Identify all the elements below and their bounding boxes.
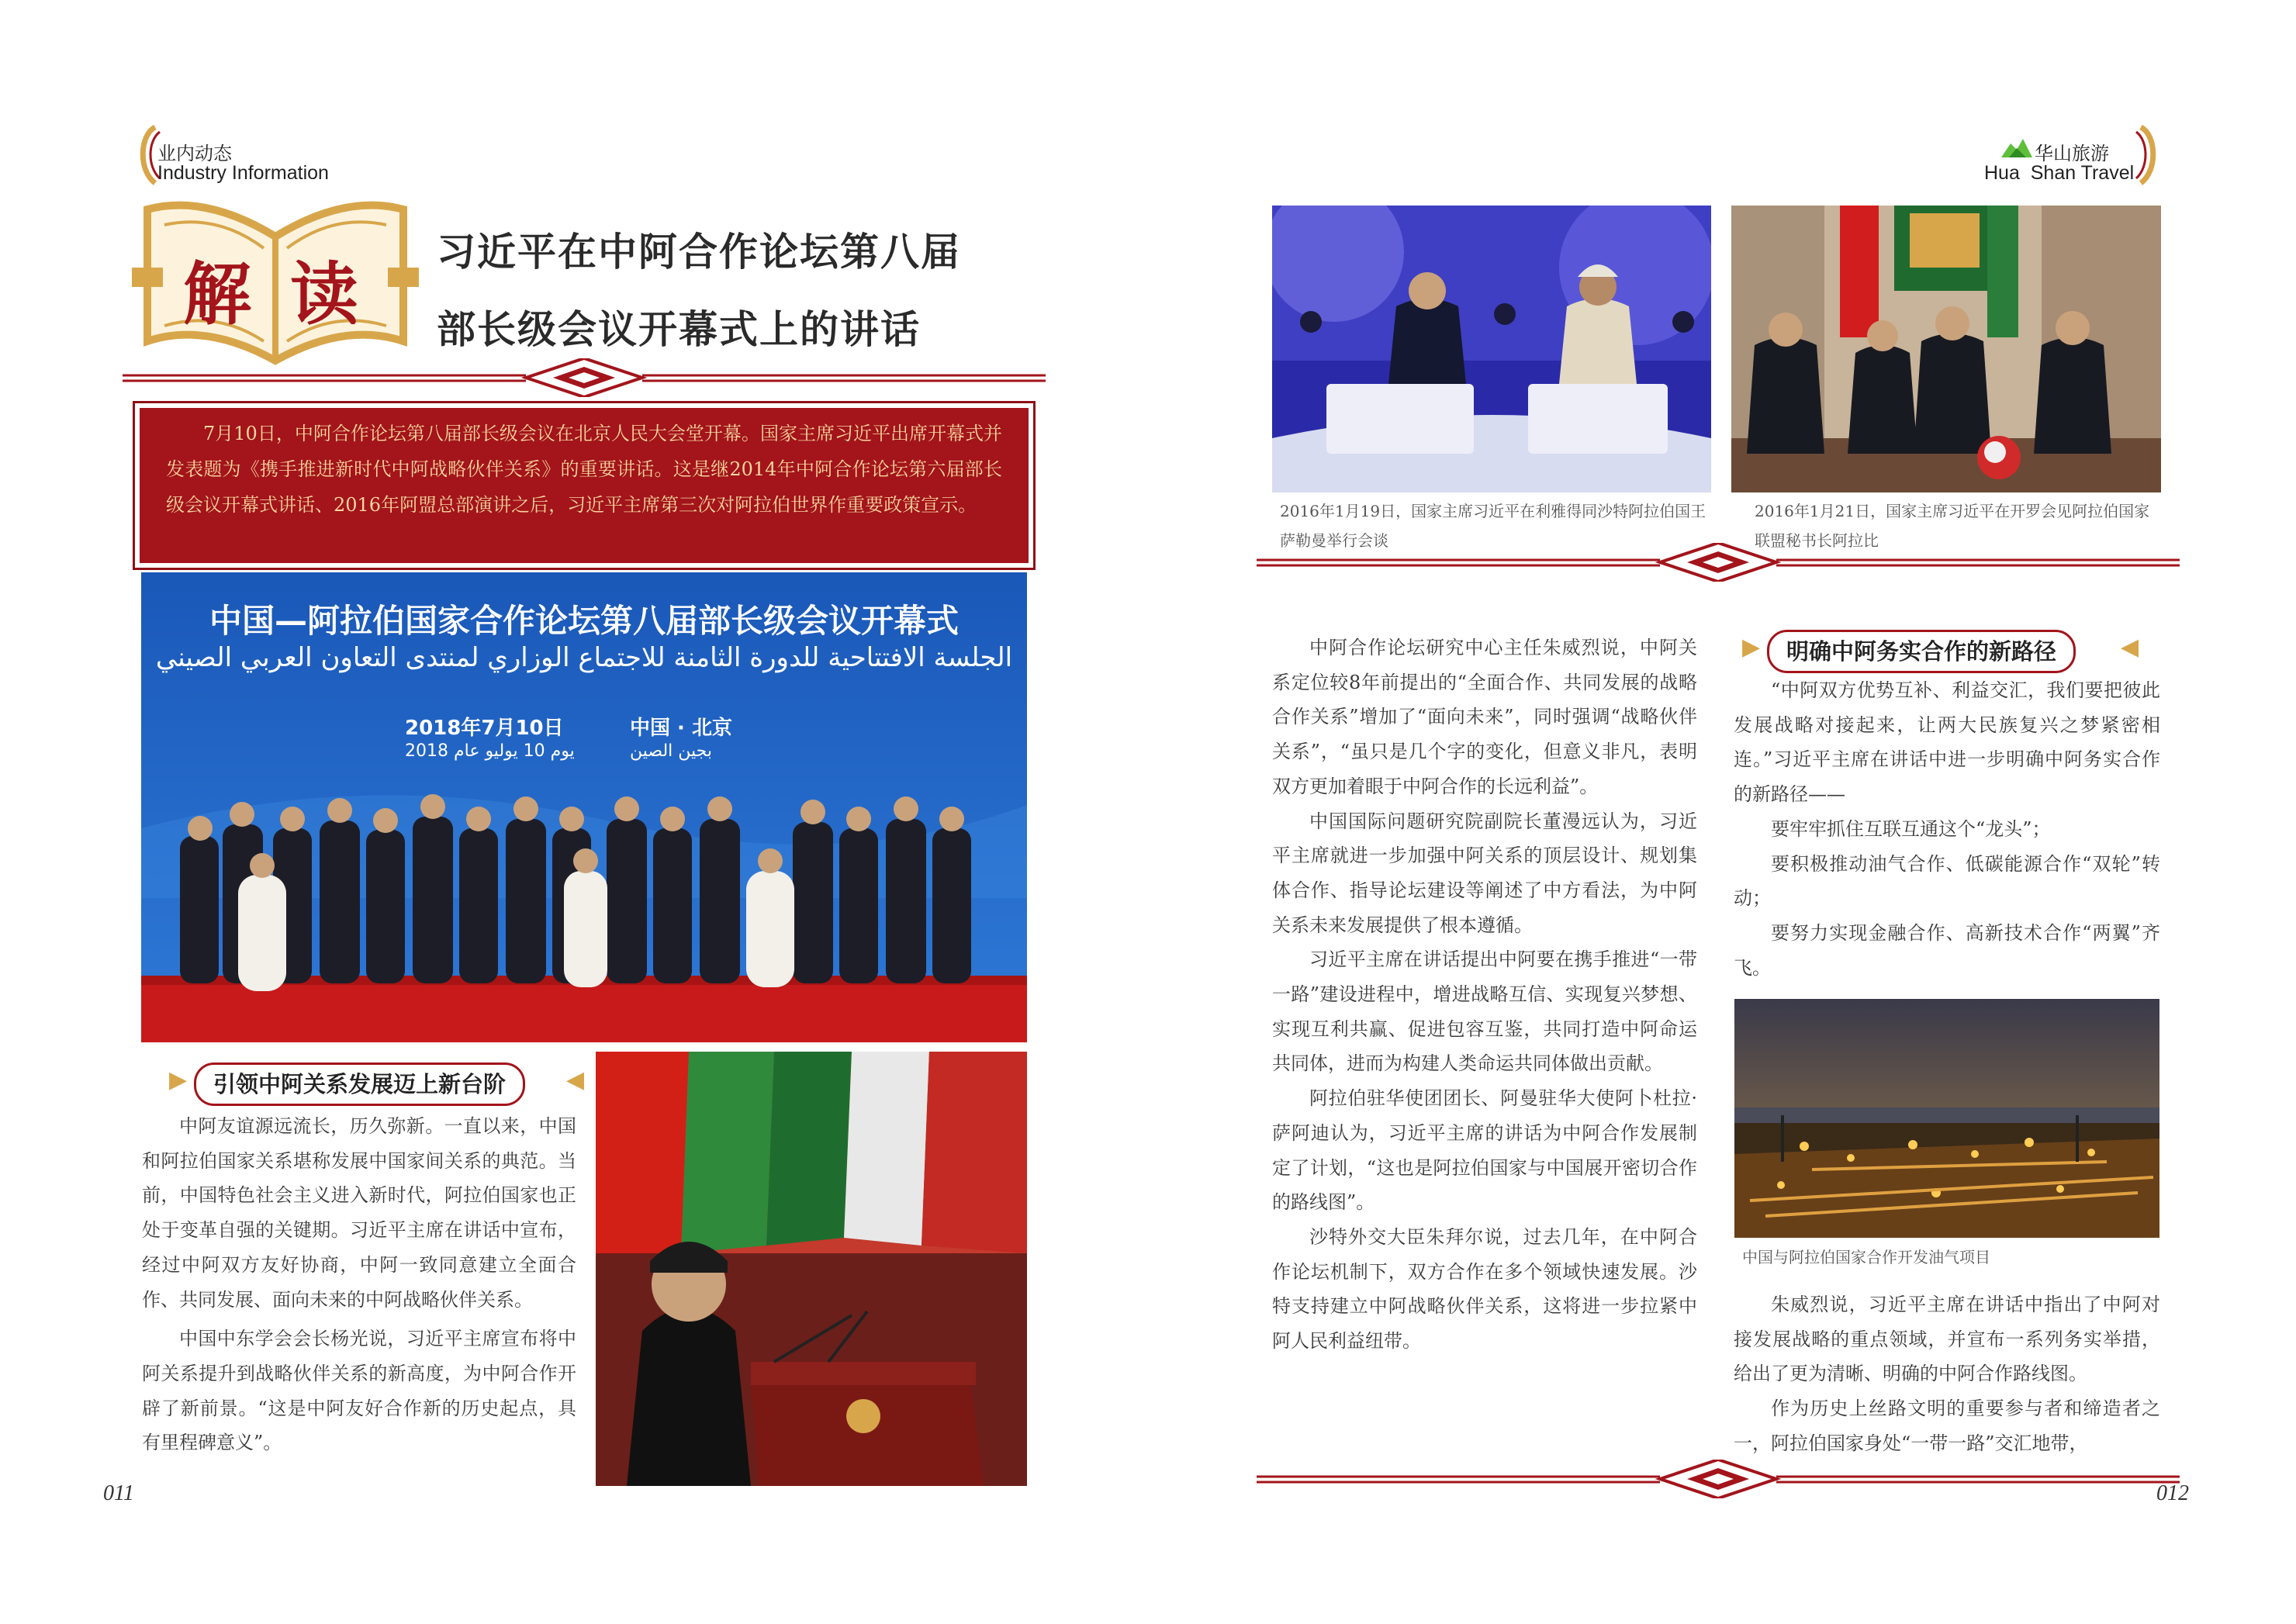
intro-text: 7月10日，中阿合作论坛第八届部长级会议在北京人民大会堂开幕。国家主席习近平出席开幕式并发表题为《携手推进新时代中阿战略伙伴关系》的重要讲话。这是继2014年中阿合作论坛第六届部长级会议开幕式讲话、2016年阿盟总部演讲之后，习近平主席第三次对阿拉伯世界作重要政策宣示。: [166, 423, 1002, 516]
section-label-cn: 业内动态: [157, 143, 232, 164]
intro-box: [140, 408, 1029, 563]
paragraph: 中阿合作论坛研究中心主任朱威烈说，中阿关系定位较8年前提出的“全面合作、共同发展的战略合作关系”增加了“面向未来”，同时强调“战略伙伴关系”，“虽只是几个字的变化，但意义非凡，表明双方更加着眼于中阿合作的长远利益”。: [1272, 637, 1697, 797]
speech-photo-image: [596, 1052, 1027, 1486]
paragraph: 习近平主席在讲话提出中阿要在携手推进“一带一路”建设进程中，增进战略互信、实现复兴梦想、实现互利共赢、促进包容互鉴，共同打造中阿命运共同体，进而为构建人类命运共同体做出贡献。: [1272, 948, 1697, 1075]
subhead-arrow-icon: ▶: [169, 1066, 188, 1094]
jiedu-badge: [132, 194, 419, 372]
paragraph: “中阿双方优势互补、利益交汇，我们要把彼此发展战略对接起来，让两大民族复兴之梦紧密相连。”习近平主席在讲话中进一步明确中阿务实合作的新路径——: [1734, 679, 2160, 806]
banner-date-cn: 2018年7月10日: [405, 717, 564, 740]
right-col2-bottom-text: [1734, 1287, 2160, 1461]
banner-date-ar: يوم 10 يوليو عام 2018: [405, 741, 575, 761]
subhead-arrow-icon: ◀: [566, 1066, 585, 1094]
left-body-text: [142, 1109, 576, 1460]
diamond-divider-icon: [1257, 543, 2180, 582]
main-photo: [141, 572, 1027, 1042]
paragraph: 要积极推动油气合作、低碳能源合作“双轮”转动；: [1734, 852, 2160, 910]
banner-place-ar: بجين الصين: [630, 741, 712, 761]
diamond-divider-icon: [1257, 1460, 2180, 1498]
banner-title-ar: الجلسة الافتتاحية للدورة الثامنة للاجتماع الوزاري لمنتدى التعاون العربي الصيني: [155, 642, 1013, 673]
brand-logo: [2001, 136, 2032, 159]
subhead-left-wrap: [169, 1063, 585, 1106]
photo-cairo-caption: 2016年1月21日，国家主席习近平在开罗会见阿拉伯国家联盟秘书长阿拉比: [1755, 502, 2150, 550]
paragraph: 要牢牢抓住互联互通这个“龙头”；: [1771, 817, 2051, 840]
ornament-divider: [1257, 1460, 2180, 1498]
brand-bracket: [2133, 124, 2164, 189]
paragraph: 要努力实现金融合作、高新技术合作“两翼”齐飞。: [1734, 921, 2160, 979]
right-col1-text: [1272, 631, 1697, 1359]
paragraph: 中阿友谊源远流长，历久弥新。一直以来，中国和阿拉伯国家关系堪称发展中国家间关系的典范。当前，中国特色社会主义进入新时代，阿拉伯国家也正处于变革自强的关键期。习近平主席在讲话中宣布，经过中阿双方友好协商，中阿一致同意建立全面合作、共同发展、面向未来的中阿战略伙伴关系。: [142, 1115, 576, 1311]
page-number-left: 011: [103, 1481, 134, 1505]
photo-cairo: [1731, 206, 2161, 492]
photo-riyadh: [1272, 206, 1711, 492]
oil-gas-project-image: [1734, 999, 2159, 1238]
subhead-arrow-icon: ◀: [2121, 634, 2139, 661]
brand-name-en: Hua Shan Travel: [1984, 162, 2135, 184]
paragraph: 中国国际问题研究院副院长董漫远认为，习近平主席就进一步加强中阿关系的顶层设计、规划集体合作、指导论坛建设等阐述了中方看法，为中阿关系未来发展提供了根本遵循。: [1272, 810, 1697, 936]
photo-oil-caption: 中国与阿拉伯国家合作开发油气项目: [1742, 1248, 1990, 1266]
article-title-line2: 部长级会议开幕式上的讲话: [437, 307, 921, 352]
badge-char-2: 读: [290, 254, 359, 334]
paragraph: 朱威烈说，习近平主席在讲话中指出了中阿对接发展战略的重点领域，并宣布一系列务实举措，给出了更为清晰、明确的中阿合作路线图。: [1734, 1294, 2160, 1385]
riyadh-meeting-image: [1272, 206, 1711, 492]
page-number-right: 012: [2156, 1481, 2189, 1505]
section-bracket-icon: [2133, 124, 2164, 186]
cairo-meeting-image: [1731, 206, 2161, 492]
badge-char-1: 解: [183, 254, 252, 334]
speech-photo: [596, 1052, 1027, 1486]
photo-oil-project: [1734, 999, 2159, 1238]
paragraph: 作为历史上丝路文明的重要参与者和缔造者之一，阿拉伯国家身处“一带一路”交汇地带，: [1734, 1398, 2160, 1454]
paragraph: 阿拉伯驻华使团团长、阿曼驻华大使阿卜杜拉·萨阿迪认为，习近平主席的讲话为中阿合作发展制定了计划，“这也是阿拉伯国家与中国展开密切合作的路线图”。: [1272, 1087, 1697, 1214]
open-book-icon: [132, 194, 419, 372]
subhead-arrow-icon: ▶: [1742, 634, 1761, 661]
article-title-line1: 习近平在中阿合作论坛第八届: [437, 230, 961, 275]
diamond-divider-icon: [123, 358, 1046, 397]
section-label-en: Industry Information: [157, 162, 329, 184]
photo-riyadh-caption: 2016年1月19日，国家主席习近平在利雅得同沙特阿拉伯国王萨勒曼举行会谈: [1280, 502, 1706, 550]
subhead-right: 明确中阿务实合作的新路径: [1767, 630, 2076, 673]
paragraph: 沙特外交大臣朱拜尔说，过去几年，在中阿合作论坛机制下，双方合作在多个领域快速发展。沙特支持建立中阿战略伙伴关系，这将进一步拉紧中阿人民利益纽带。: [1272, 1225, 1697, 1353]
subhead-right-wrap: [1742, 630, 2139, 673]
brand-name-cn: 华山旅游: [2035, 143, 2109, 164]
banner-title-cn: 中国—阿拉伯国家合作论坛第八届部长级会议开幕式: [209, 602, 959, 640]
subhead-left: 引领中阿关系发展迈上新台阶: [194, 1063, 525, 1106]
ornament-divider: [1257, 543, 2180, 582]
right-col2-top-text: [1734, 673, 2160, 985]
paragraph: 中国中东学会会长杨光说，习近平主席宣布将中阿关系提升到战略伙伴关系的新高度，为中阿合作开辟了新前景。“这是中阿友好合作新的历史起点，具有里程碑意义”。: [142, 1328, 576, 1454]
ornament-divider: [123, 358, 1046, 397]
banner-place-cn: 中国 · 北京: [630, 717, 732, 740]
mountain-logo-icon: [2001, 136, 2032, 159]
